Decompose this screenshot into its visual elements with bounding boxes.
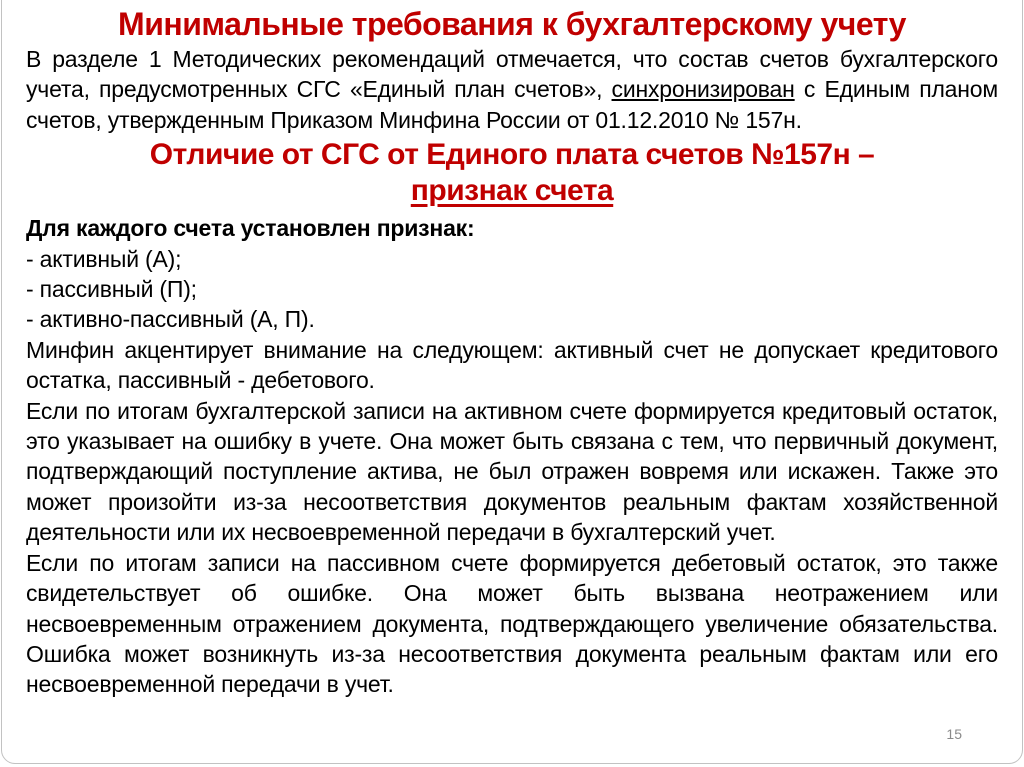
list-item-active-passive: - активно-пассивный (А, П). bbox=[26, 306, 315, 333]
intro-text-before: В разделе 1 Методических рекомендаций отмечается, что состав счетов бухгалтерского учета, предусмотренных СГС «Единый план счетов», bbox=[26, 46, 998, 103]
slide-title: Минимальные требования к бухгалтерскому учету bbox=[118, 6, 906, 42]
body-paragraph-passive-account: Если по итогам записи на пассивном счете формируется дебетовый остаток, это также свидетельствует об ошибке. Она может быть вызвана неотражением или несвоевременным отражением документа, подтверждающего увеличение обязательства. Ошибка может возникнуть из-за несоответствия документа реальным фактам или его несвоевременной передачи в учет. bbox=[26, 549, 998, 698]
list-item-active: - активный (А); bbox=[26, 245, 182, 272]
page-number: 15 bbox=[946, 726, 962, 742]
intro-text-underlined: синхронизирован bbox=[611, 76, 795, 103]
subtitle-line-2: признак счета bbox=[410, 174, 614, 208]
body-paragraph-minfin: Минфин акцентирует внимание на следующем: активный счет не допускает кредитового остатка, пассивный - дебетового. bbox=[26, 336, 998, 394]
intro-text-after: с Единым планом счетов, утвержденным Приказом Минфина России от 01.12.2010 № 157н. bbox=[26, 76, 998, 133]
subtitle-line-1: Отличие от СГС от Единого плата счетов №157н – bbox=[149, 138, 875, 172]
body-paragraph-active-account: Если по итогам бухгалтерской записи на активном счете формируется кредитовый остаток, это указывает на ошибку в учете. Она может быть связана с тем, что первичный документ, подтверждающий поступление актива, не был отражен вовремя или искажен. Также это может произойти из-за несоответствия документов реальным фактам хозяйственной деятельности или их несвоевременной передачи в бухгалтерский учет. bbox=[26, 397, 998, 546]
intro-paragraph bbox=[26, 44, 998, 135]
list-heading: Для каждого счета установлен признак: bbox=[26, 215, 475, 242]
list-item-passive: - пассивный (П); bbox=[26, 276, 197, 303]
section-subtitle bbox=[26, 137, 998, 209]
